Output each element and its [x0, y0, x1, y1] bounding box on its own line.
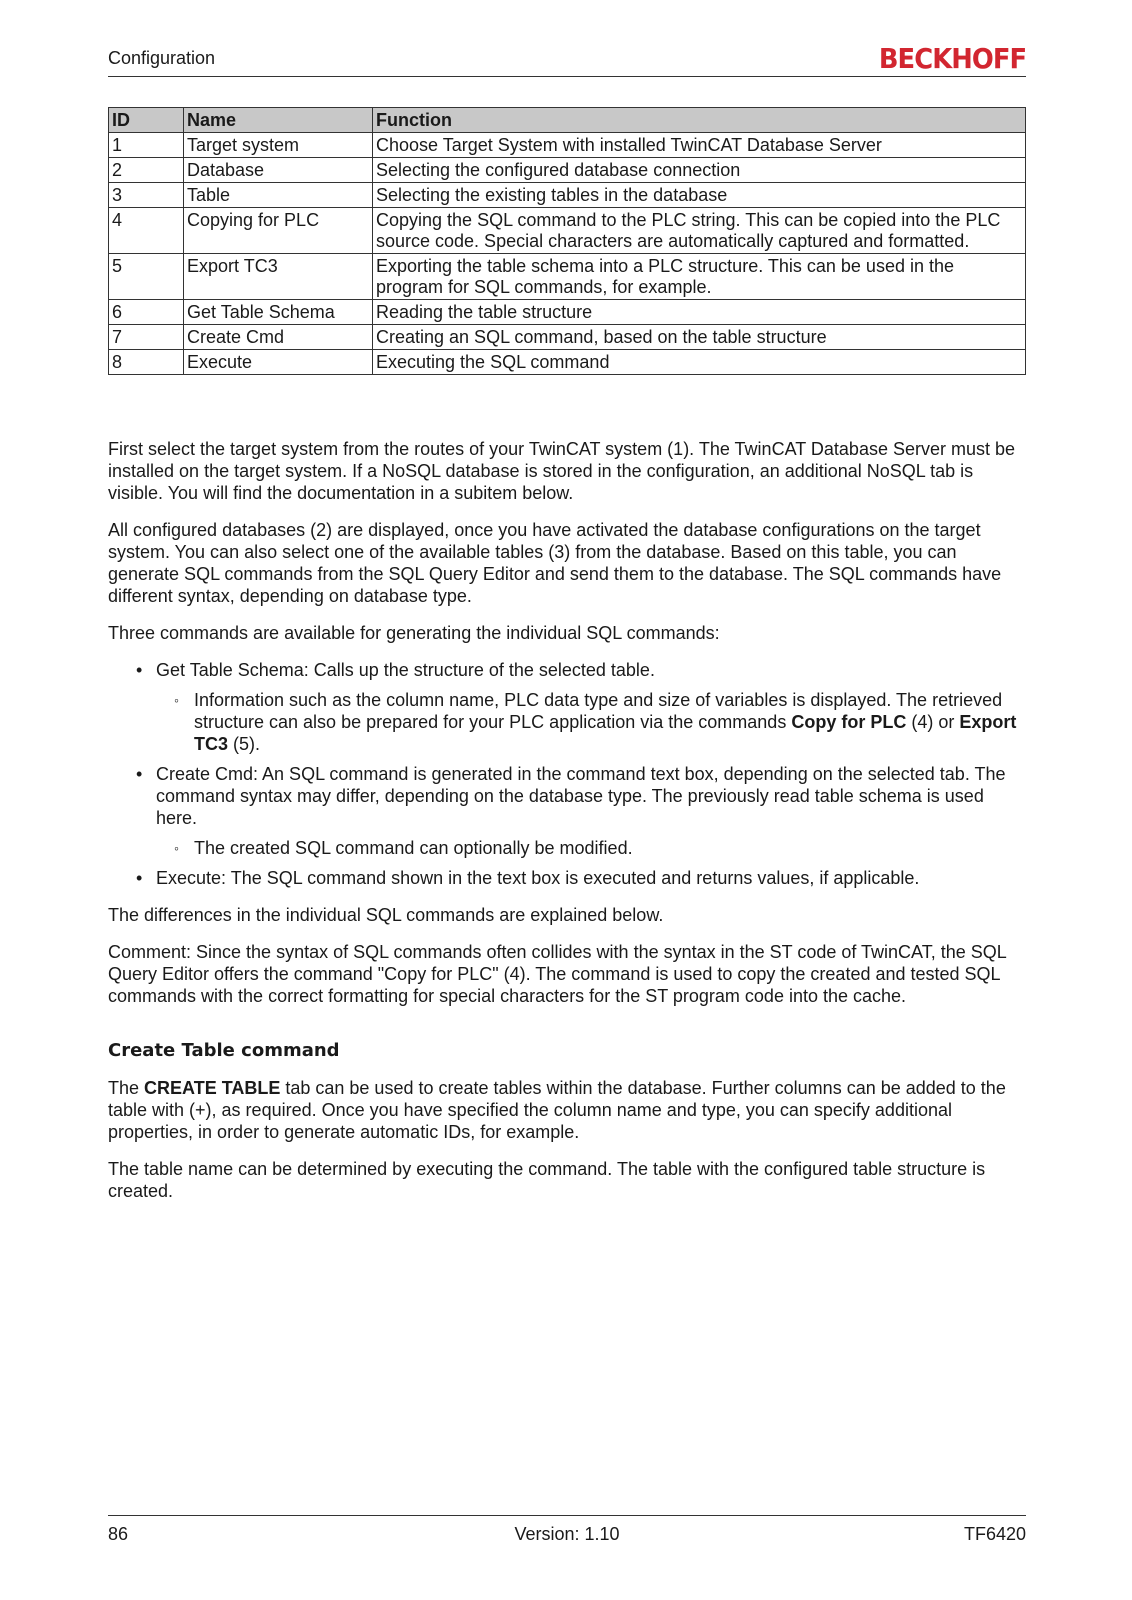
- table-header-row: [109, 108, 1026, 133]
- cell-name: Database: [184, 158, 373, 183]
- paragraph-differences: The differences in the individual SQL commands are explained below.: [108, 905, 664, 925]
- cell-id: 2: [109, 158, 184, 183]
- cell-name: Create Cmd: [184, 325, 373, 350]
- command-list: [108, 659, 1026, 889]
- cell-name: Get Table Schema: [184, 300, 373, 325]
- list-item-text: Create Cmd: An SQL command is generated in the command text box, depending on the selected tab. The command syntax may differ, depending on the database type. The previously read table schema is used here.: [156, 764, 1006, 828]
- bold-export-tc3: Export TC3: [194, 712, 1017, 754]
- bold-copy-for-plc: Copy for PLC: [791, 712, 907, 732]
- cell-function: Executing the SQL command: [373, 350, 1026, 375]
- sub-item-text: (4) or: [906, 712, 960, 732]
- cell-function: Exporting the table schema into a PLC structure. This can be used in the program for SQL commands, for example.: [373, 254, 1026, 300]
- table-row: [109, 133, 1026, 158]
- cell-id: 8: [109, 350, 184, 375]
- sub-list-item: ◦ The created SQL command can optionally be modified.: [156, 837, 1026, 859]
- list-item-text: Execute: The SQL command shown in the text box is executed and returns values, if applicable.: [156, 868, 920, 888]
- list-item: [108, 867, 1026, 889]
- col-header-function: Function: [373, 108, 1026, 133]
- cell-id: 3: [109, 183, 184, 208]
- cell-name: Copying for PLC: [184, 208, 373, 254]
- cell-function: Reading the table structure: [373, 300, 1026, 325]
- table-row: [109, 158, 1026, 183]
- sub-list: [156, 689, 1026, 755]
- beckhoff-logo: BECKHOFF: [878, 42, 1026, 75]
- product-code: TF6420: [963, 1524, 1026, 1544]
- paragraph-table-name: The table name can be determined by executing the command. The table with the configured table structure is created.: [108, 1159, 986, 1201]
- cell-name: Table: [184, 183, 373, 208]
- cell-function: Copying the SQL command to the PLC string. This can be copied into the PLC source code. Special characters are automatically captured and formatted.: [373, 208, 1026, 254]
- function-table: [108, 107, 1026, 375]
- page-header: [108, 42, 1026, 77]
- text-span: tab can be used to create tables within the database. Further columns can be added to the table with (+), as required. Once you have specified the column name and type, you can specify additional properties, in order to generate automatic IDs, for example.: [108, 1078, 1006, 1142]
- cell-id: 6: [109, 300, 184, 325]
- cell-id: 7: [109, 325, 184, 350]
- section-heading: Create Table command: [108, 1040, 340, 1061]
- cell-function: Creating an SQL command, based on the table structure: [373, 325, 1026, 350]
- cell-function: Selecting the configured database connection: [373, 158, 1026, 183]
- table-row: [109, 208, 1026, 254]
- sub-list: [156, 837, 1026, 859]
- paragraph-target-system: First select the target system from the routes of your TwinCAT system (1). The TwinCAT Database Server must be installed on the target system. If a NoSQL database is stored in the configuration, an additional NoSQL tab is visible. You will find the documentation in a subitem below.: [108, 439, 1016, 503]
- text-span: The: [108, 1078, 145, 1098]
- cell-id: 4: [109, 208, 184, 254]
- bold-create-table: CREATE TABLE: [144, 1078, 281, 1098]
- table-row: [109, 300, 1026, 325]
- cell-name: Export TC3: [184, 254, 373, 300]
- list-item: [108, 659, 1026, 755]
- cell-function: Selecting the existing tables in the database: [373, 183, 1026, 208]
- list-item-text: Get Table Schema: Calls up the structure of the selected table.: [156, 660, 655, 680]
- cell-function: Choose Target System with installed TwinCAT Database Server: [373, 133, 1026, 158]
- paragraph-comment: Comment: Since the syntax of SQL commands often collides with the syntax in the ST code of TwinCAT, the SQL Query Editor offers the command "Copy for PLC" (4). The command is used to copy the created and tested SQL commands with the correct formatting for special characters for the ST program code into the cache.: [108, 942, 1007, 1006]
- list-item: [108, 763, 1026, 859]
- cell-name: Target system: [184, 133, 373, 158]
- cell-name: Execute: [184, 350, 373, 375]
- page-footer: [108, 1515, 1026, 1544]
- paragraph-commands-intro: Three commands are available for generating the individual SQL commands:: [108, 623, 720, 643]
- table-row: [109, 325, 1026, 350]
- sub-item-text: Information such as the column name, PLC data type and size of variables is displayed. The retrieved structure can also be prepared for your PLC application via the commands: [194, 690, 1003, 732]
- cell-id: 5: [109, 254, 184, 300]
- table-row: [109, 350, 1026, 375]
- version-label: Version: 1.10: [514, 1524, 620, 1544]
- sub-item-text: (5).: [228, 734, 261, 754]
- cell-id: 1: [109, 133, 184, 158]
- body-content: [108, 438, 1026, 1217]
- page-number: 86: [108, 1524, 129, 1544]
- section-title: Configuration: [108, 48, 216, 68]
- paragraph-databases: All configured databases (2) are displayed, once you have activated the database configurations on the target system. You can also select one of the available tables (3) from the database. Based on this table, you can generate SQL commands from the SQL Query Editor and send them to the database. The SQL commands have different syntax, depending on database type.: [108, 520, 1002, 606]
- sub-list-item: [156, 689, 1026, 755]
- col-header-id: ID: [109, 108, 184, 133]
- table-row: [109, 183, 1026, 208]
- paragraph-create-table: [108, 1077, 1026, 1143]
- table-row: [109, 254, 1026, 300]
- col-header-name: Name: [184, 108, 373, 133]
